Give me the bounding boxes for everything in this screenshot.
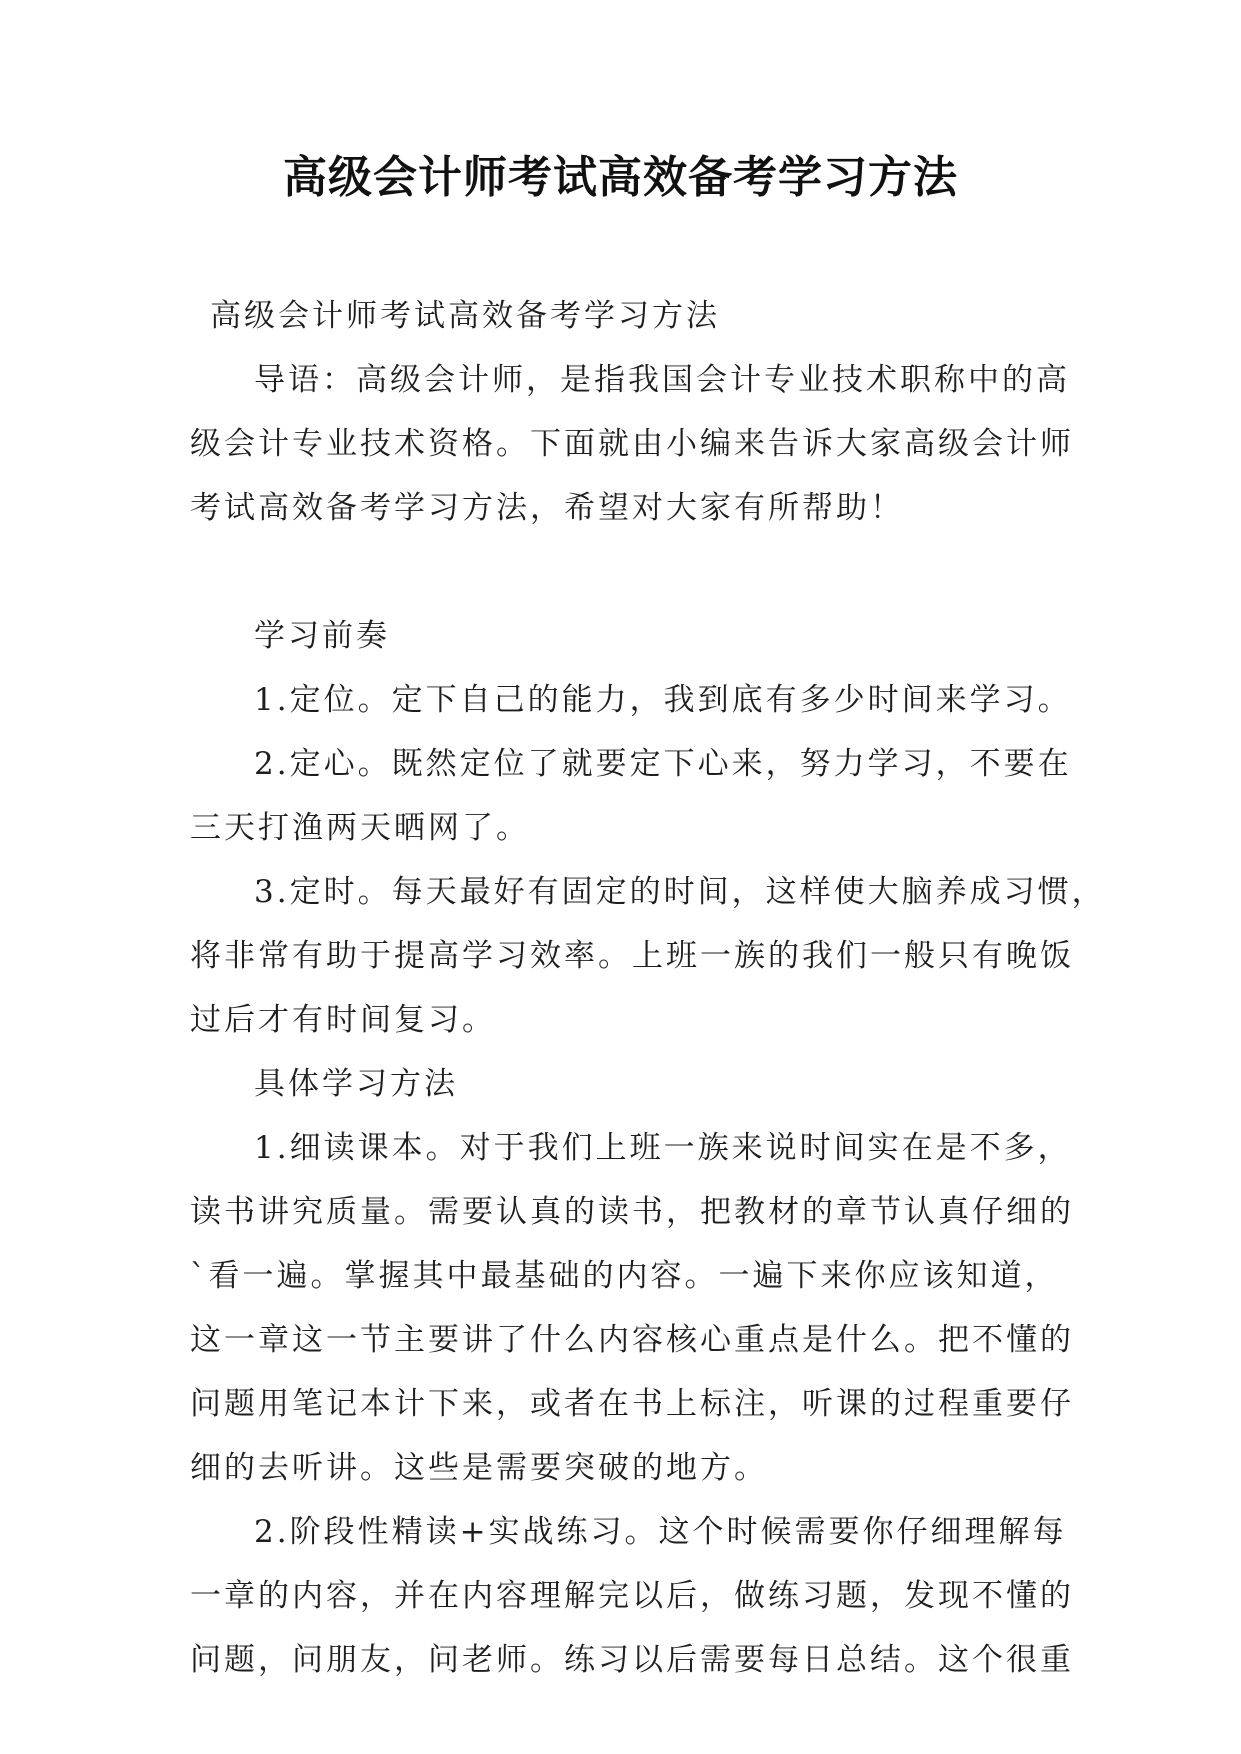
paragraph-line: 读书讲究质量。需要认真的读书，把教材的章节认真仔细的 bbox=[190, 1194, 1074, 1230]
section-heading: 学习前奏 bbox=[254, 618, 390, 654]
paragraph-line: 1.细读课本。对于我们上班一族来说时间实在是不多， bbox=[254, 1130, 1072, 1166]
section-heading: 具体学习方法 bbox=[254, 1066, 458, 1102]
subtitle-line: 高级会计师考试高效备考学习方法 bbox=[210, 298, 720, 334]
paragraph-line: 3.定时。每天最好有固定的时间，这样使大脑养成习惯， bbox=[254, 874, 1106, 910]
paragraph-line: 将非常有助于提高学习效率。上班一族的我们一般只有晚饭 bbox=[190, 938, 1074, 974]
document-body bbox=[190, 284, 1106, 1692]
paragraph-line: 2.定心。既然定位了就要定下心来，努力学习，不要在 bbox=[254, 746, 1072, 782]
document-title: 高级会计师考试高效备考学习方法 bbox=[283, 152, 958, 203]
paragraph-line: `看一遍。掌握其中最基础的内容。一遍下来你应该知道， bbox=[190, 1258, 1059, 1294]
paragraph-line: 考试高效备考学习方法，希望对大家有所帮助！ bbox=[190, 490, 904, 526]
blank-line bbox=[190, 540, 1050, 604]
paragraph-line: 2.阶段性精读+实战练习。这个时候需要你仔细理解每 bbox=[254, 1514, 1067, 1550]
paragraph-line: 三天打渔两天晒网了。 bbox=[190, 810, 530, 846]
paragraph-line: 问题，问朋友，问老师。练习以后需要每日总结。这个很重 bbox=[190, 1642, 1074, 1678]
paragraph-line: 问题用笔记本计下来，或者在书上标注，听课的过程重要仔 bbox=[190, 1386, 1074, 1422]
paragraph-line: 过后才有时间复习。 bbox=[190, 1002, 496, 1038]
paragraph-line: 细的去听讲。这些是需要突破的地方。 bbox=[190, 1450, 768, 1486]
paragraph-line: 这一章这一节主要讲了什么内容核心重点是什么。把不懂的 bbox=[190, 1322, 1074, 1358]
paragraph-line: 一章的内容，并在内容理解完以后，做练习题，发现不懂的 bbox=[190, 1578, 1074, 1614]
paragraph-line: 级会计专业技术资格。下面就由小编来告诉大家高级会计师 bbox=[190, 426, 1074, 462]
paragraph-line: 1.定位。定下自己的能力，我到底有多少时间来学习。 bbox=[254, 682, 1072, 718]
paragraph-line: 导语：高级会计师，是指我国会计专业技术职称中的高 bbox=[254, 362, 1070, 398]
